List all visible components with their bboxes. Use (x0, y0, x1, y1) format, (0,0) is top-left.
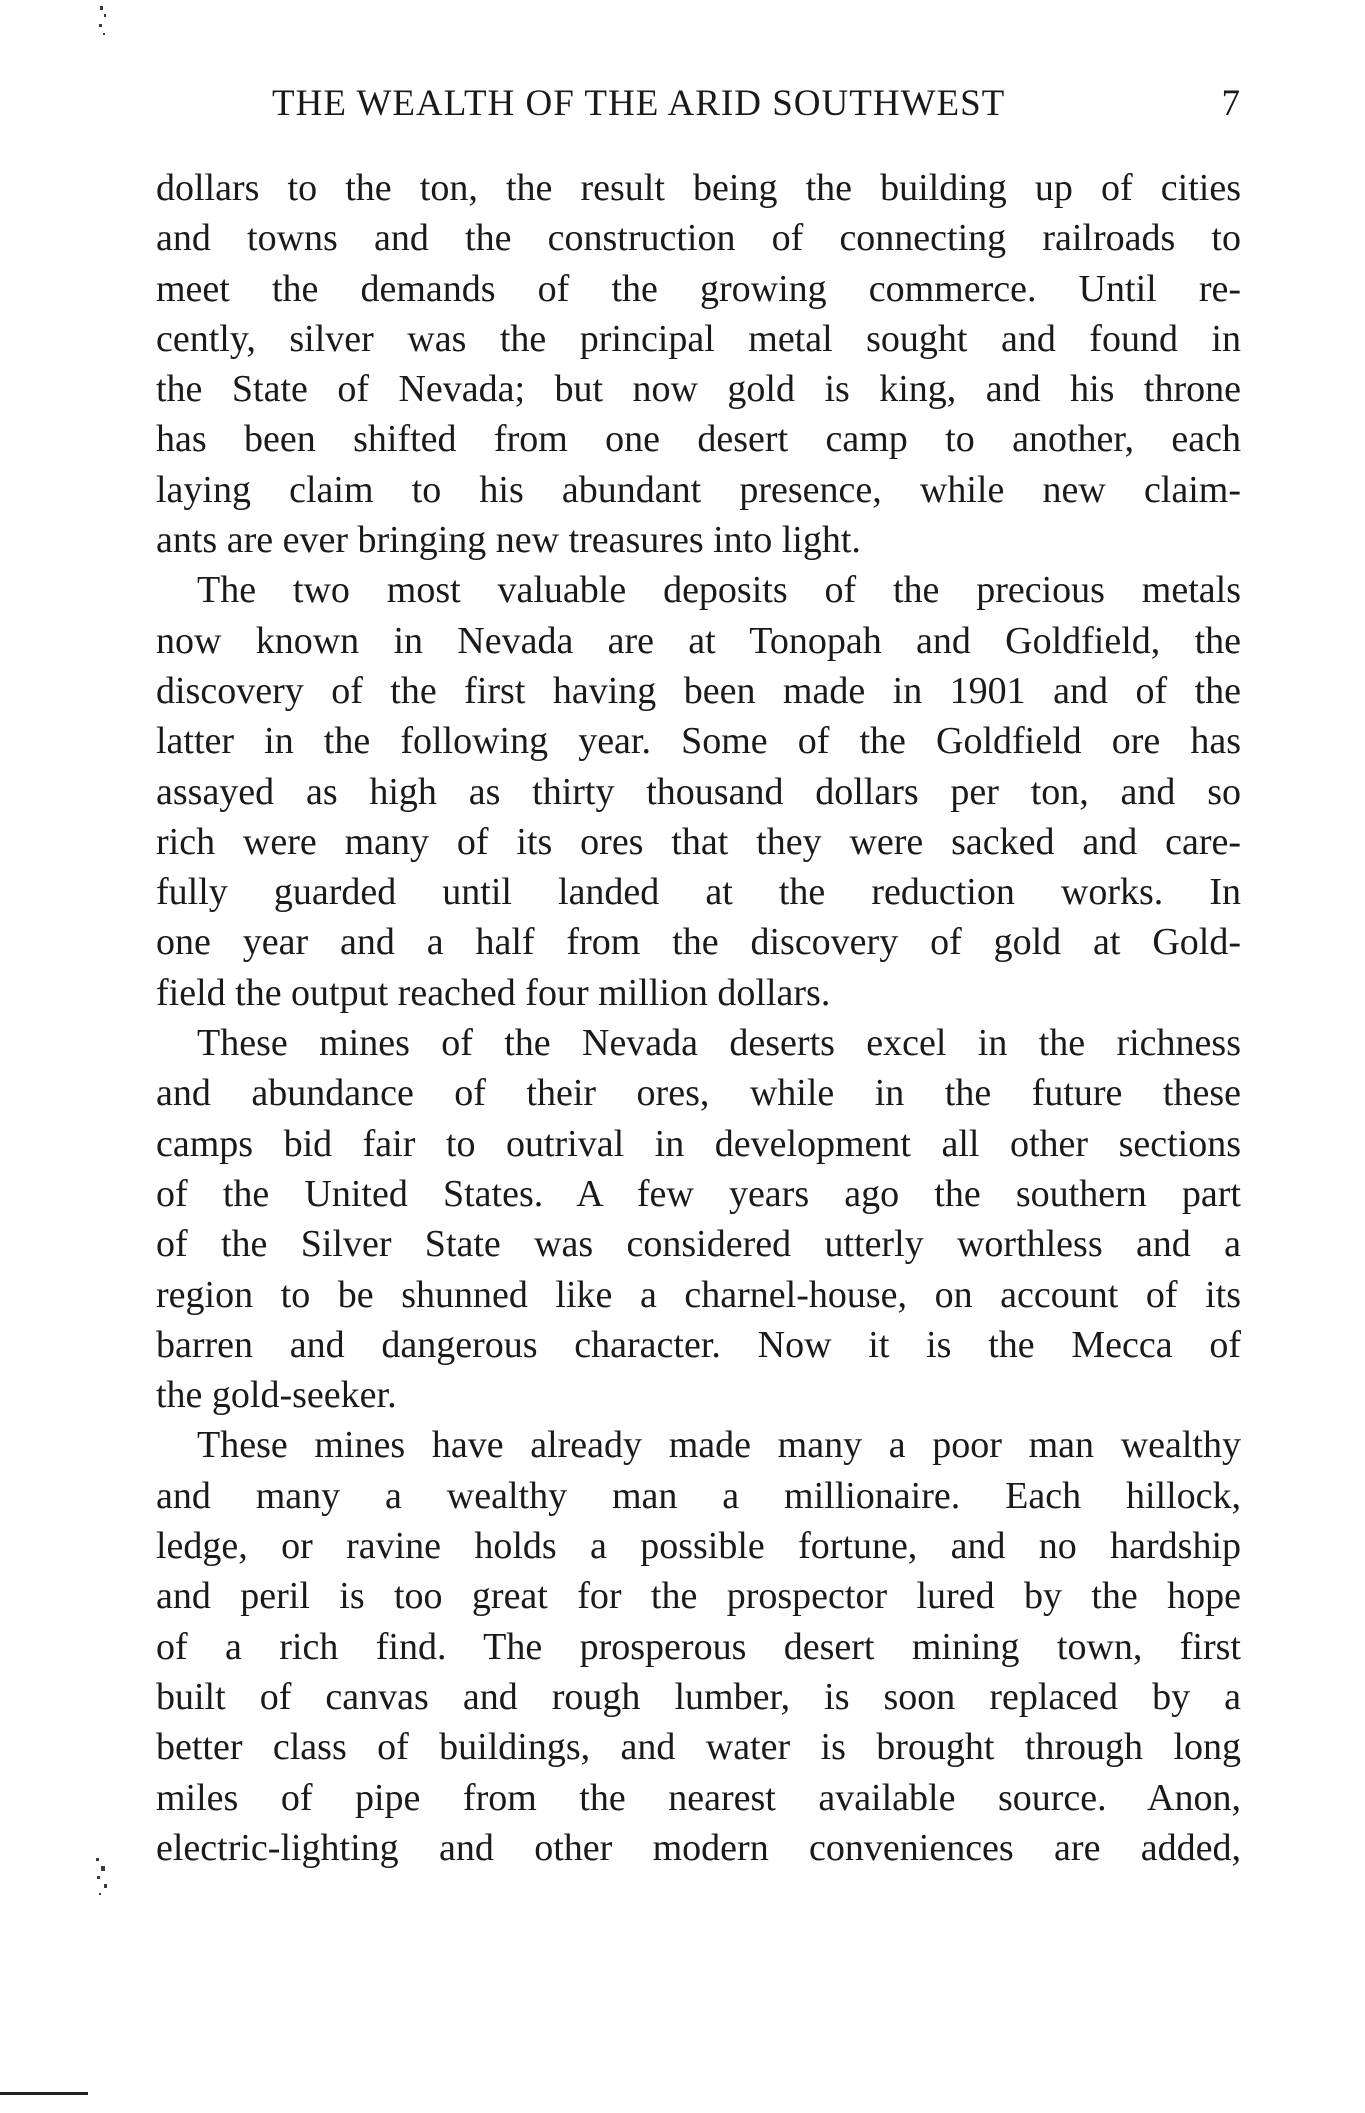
edge-mark (0, 2092, 88, 2095)
text-line: one year and a half from the discovery of gold at Gold- (156, 921, 1241, 964)
text-line: laying claim to his abundant presence, while new claim- (156, 468, 1241, 511)
text-line: ants are ever bringing new treasures into light. (156, 519, 861, 562)
text-line: latter in the following year. Some of the Goldfield ore has (156, 720, 1241, 763)
text-line: has been shifted from one desert camp to another, each (156, 418, 1241, 461)
text-line: assayed as high as thirty thousand dollars per ton, and so (156, 770, 1241, 813)
text-line: These mines have already made many a poor man wealthy (197, 1424, 1241, 1467)
text-line: and towns and the construction of connecting railroads to (156, 217, 1241, 260)
text-line: cently, silver was the principal metal sought and found in (156, 317, 1241, 360)
text-line: dollars to the ton, the result being the building up of cities (156, 167, 1241, 209)
ink-speck (99, 24, 102, 27)
text-line: built of canvas and rough lumber, is soon replaced by a (156, 1675, 1241, 1718)
text-line: rich were many of its ores that they were sacked and care- (156, 820, 1241, 863)
text-line: ledge, or ravine holds a possible fortune, and no hardship (156, 1525, 1241, 1568)
paragraph (156, 1018, 1241, 1420)
text-line: miles of pipe from the nearest available source. Anon, (156, 1776, 1241, 1819)
text-line: the State of Nevada; but now gold is king, and his throne (156, 368, 1241, 411)
text-line: electric-lighting and other modern conveniences are added, (156, 1826, 1241, 1869)
text-line: camps bid fair to outrival in development all other sections (156, 1122, 1241, 1165)
text-line: The two most valuable deposits of the precious metals (197, 569, 1241, 612)
text-line: better class of buildings, and water is brought through long (156, 1726, 1241, 1769)
text-line: barren and dangerous character. Now it is the Mecca of (156, 1323, 1241, 1366)
page-number: 7 (1221, 83, 1241, 124)
ink-speck (96, 1858, 99, 1861)
text-line: now known in Nevada are at Tonopah and Goldfield, the (156, 619, 1241, 662)
running-header (156, 82, 1241, 132)
text-line: and abundance of their ores, while in the future these (156, 1072, 1241, 1115)
text-line: fully guarded until landed at the reduction works. In (156, 871, 1241, 914)
text-line: and peril is too great for the prospector lured by the hope (156, 1575, 1241, 1618)
text-line: These mines of the Nevada deserts excel in the richness (197, 1022, 1241, 1065)
ink-speck (99, 1893, 101, 1895)
ink-speck (104, 1884, 107, 1888)
body-text (156, 163, 1241, 1873)
text-line: meet the demands of the growing commerce. Until re- (156, 267, 1241, 310)
text-line: of a rich find. The prosperous desert mining town, first (156, 1625, 1241, 1668)
text-line: of the Silver State was considered utterly worthless and a (156, 1223, 1241, 1266)
text-line: field the output reached four million dollars. (156, 971, 831, 1014)
text-line: discovery of the first having been made in 1901 and of the (156, 669, 1241, 712)
text-line: the gold-seeker. (156, 1374, 397, 1417)
paragraph (156, 163, 1241, 565)
paragraph (156, 565, 1241, 1018)
running-title: THE WEALTH OF THE ARID SOUTHWEST (272, 83, 1006, 124)
paragraph (156, 1420, 1241, 1873)
ink-speck (101, 1866, 105, 1871)
text-line: and many a wealthy man a millionaire. Each hillock, (156, 1474, 1241, 1517)
text-line: region to be shunned like a charnel-house, on account of its (156, 1273, 1241, 1316)
ink-speck (97, 1876, 100, 1879)
text-line: of the United States. A few years ago the southern part (156, 1172, 1241, 1215)
ink-speck (103, 33, 105, 35)
ink-speck (100, 6, 103, 10)
ink-speck (104, 14, 106, 17)
